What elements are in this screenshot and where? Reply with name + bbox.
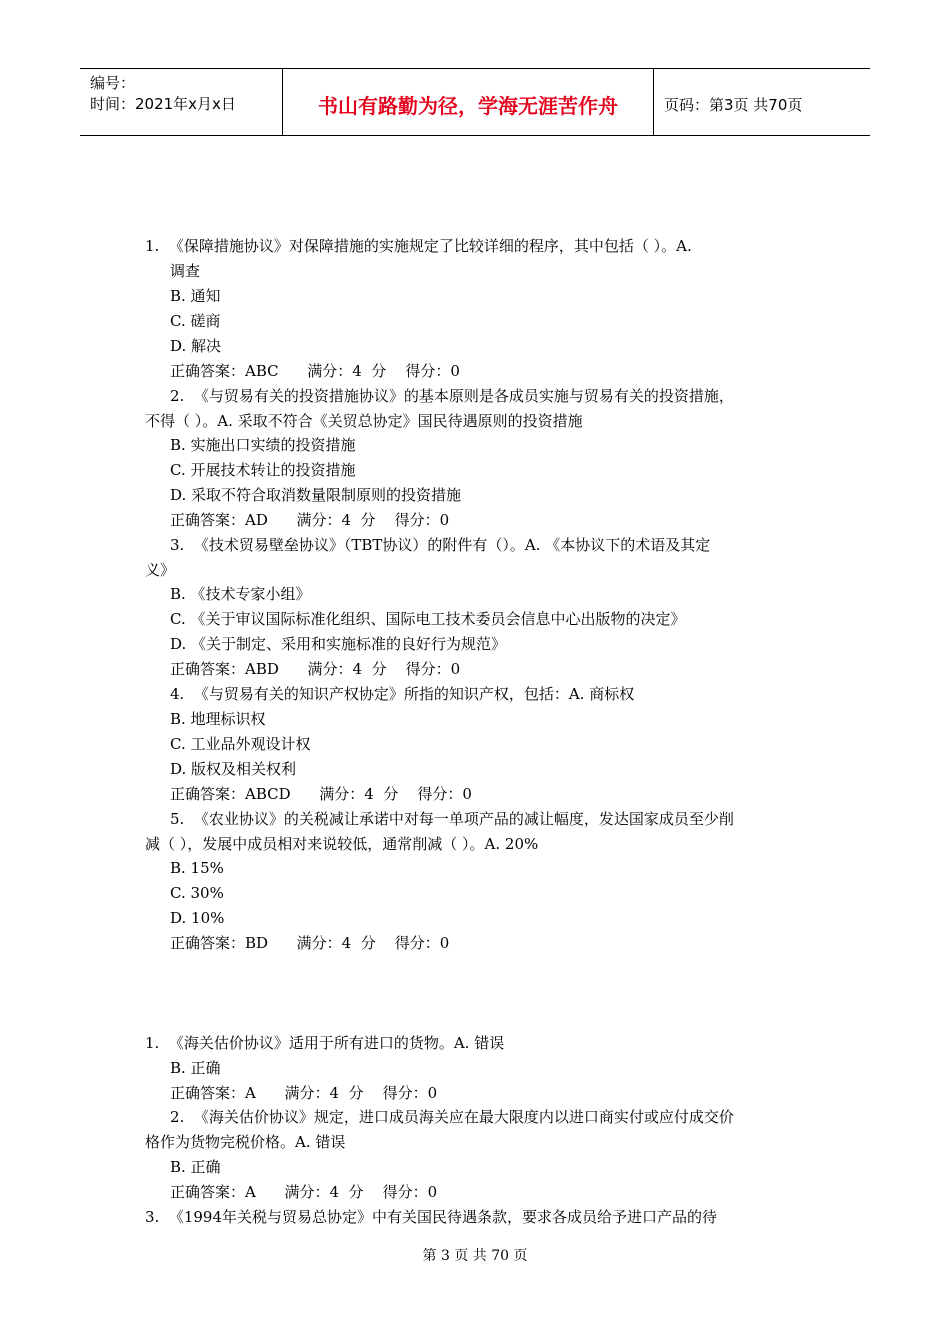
text-line: 正确答案：ABD 满分：4 分 得分：0 [170, 660, 461, 678]
text-line: B. 通知 [170, 287, 221, 305]
text-line: 正确答案：A 满分：4 分 得分：0 [170, 1183, 438, 1201]
text-line: 正确答案：BD 满分：4 分 得分：0 [170, 934, 450, 952]
text-line: C. 工业品外观设计权 [170, 735, 311, 753]
text-line: 不得（ ）。A. 采取不符合《关贸总协定》国民待遇原则的投资措施 [145, 412, 583, 430]
text-line: 5. 《农业协议》的关税减让承诺中对每一单项产品的减让幅度，发达国家成员至少削 [170, 810, 734, 828]
text-line: D. 采取不符合取消数量限制原则的投资措施 [170, 486, 462, 504]
text-line: 3. 《1994年关税与贸易总协定》中有关国民待遇条款，要求各成员给予进口产品的待 [145, 1208, 718, 1226]
text-line: 正确答案：ABC 满分：4 分 得分：0 [170, 362, 460, 380]
text-line: C. 《关于审议国际标准化组织、国际电工技术委员会信息中心出版物的决定》 [170, 610, 686, 628]
text-line: B. 实施出口实绩的投资措施 [170, 436, 356, 454]
text-line: 2. 《海关估价协议》规定，进口成员海关应在最大限度内以进口商实付或应付成交价 [170, 1108, 734, 1126]
text-line: C. 开展技术转让的投资措施 [170, 461, 356, 479]
text-line: B. 地理标识权 [170, 710, 266, 728]
text-line: 格作为货物完税价格。A. 错误 [145, 1133, 346, 1151]
text-line: D. 《关于制定、采用和实施标准的良好行为规范》 [170, 635, 507, 653]
text-line: 调查 [170, 262, 201, 280]
text-line: 1. 《海关估价协议》适用于所有进口的货物。A. 错误 [145, 1034, 505, 1052]
text-line: 正确答案：ABCD 满分：4 分 得分：0 [170, 785, 472, 803]
text-line: B. 正确 [170, 1059, 221, 1077]
text-line: B. 15% [170, 859, 224, 877]
text-line: 正确答案：A 满分：4 分 得分：0 [170, 1084, 438, 1102]
text-line: 2. 《与贸易有关的投资措施协议》的基本原则是各成员实施与贸易有关的投资措施， [170, 387, 734, 405]
text-line: D. 10% [170, 909, 225, 927]
page-header [80, 68, 870, 136]
document-time-label: 时间：2021年x月x日 [90, 95, 236, 113]
page-footer: 第 3 页 共 70 页 [422, 1248, 528, 1264]
text-line: 3. 《技术贸易壁垒协议》（TBT协议）的附件有（）。A. 《本协议下的术语及其定 [170, 536, 711, 554]
text-line: 4. 《与贸易有关的知识产权协定》所指的知识产权，包括：A. 商标权 [170, 685, 635, 703]
document-number-label: 编号： [90, 74, 136, 92]
text-line: 减（ ），发展中成员相对来说较低，通常削减（ ）。A. 20% [145, 835, 539, 853]
text-line: D. 版权及相关权利 [170, 760, 297, 778]
text-line: B. 正确 [170, 1158, 221, 1176]
text-line: C. 磋商 [170, 312, 221, 330]
header-motto: 书山有路勤为径，学海无涯苦作舟 [282, 69, 654, 135]
text-line: 1. 《保障措施协议》对保障措施的实施规定了比较详细的程序，其中包括（ ）。A. [145, 237, 692, 255]
text-line: 正确答案：AD 满分：4 分 得分：0 [170, 511, 450, 529]
header-page-info: 页码：第3页 共70页 [664, 95, 803, 114]
text-line: C. 30% [170, 884, 224, 902]
header-meta [80, 69, 282, 135]
text-line: D. 解决 [170, 337, 222, 355]
text-line: B. 《技术专家小组》 [170, 585, 311, 603]
text-line: 义》 [145, 561, 176, 579]
